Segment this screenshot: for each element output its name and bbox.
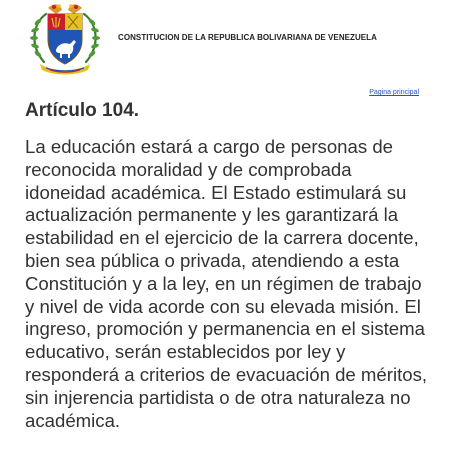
home-link[interactable]: Pagina principal: [369, 89, 419, 96]
page-header: [0, 0, 454, 80]
coat-of-arms-icon: [26, 2, 104, 76]
site-title: CONSTITUCION DE LA REPUBLICA BOLIVARIANA DE VENEZUELA: [118, 33, 377, 42]
article-body: La educación estará a cargo de personas de reconocida moralidad y de comprobada idoneidad académica. El Estado estimulará su actualización permanente y les garantizará la estabilidad en el ejercicio de la carrera docente, bien sea pública o privada, atendiendo a esta Constitución y a la ley, en un régimen de trabajo y nivel de vida acorde con su elevada misión. El ingreso, promoción y permanencia en el sistema educativo, serán establecidos por ley y responderá a criterios de evacuación de méritos, sin injerencia partidista o de otra naturaleza no académica.: [25, 136, 428, 431]
article-title: Artículo 104.: [25, 100, 140, 121]
